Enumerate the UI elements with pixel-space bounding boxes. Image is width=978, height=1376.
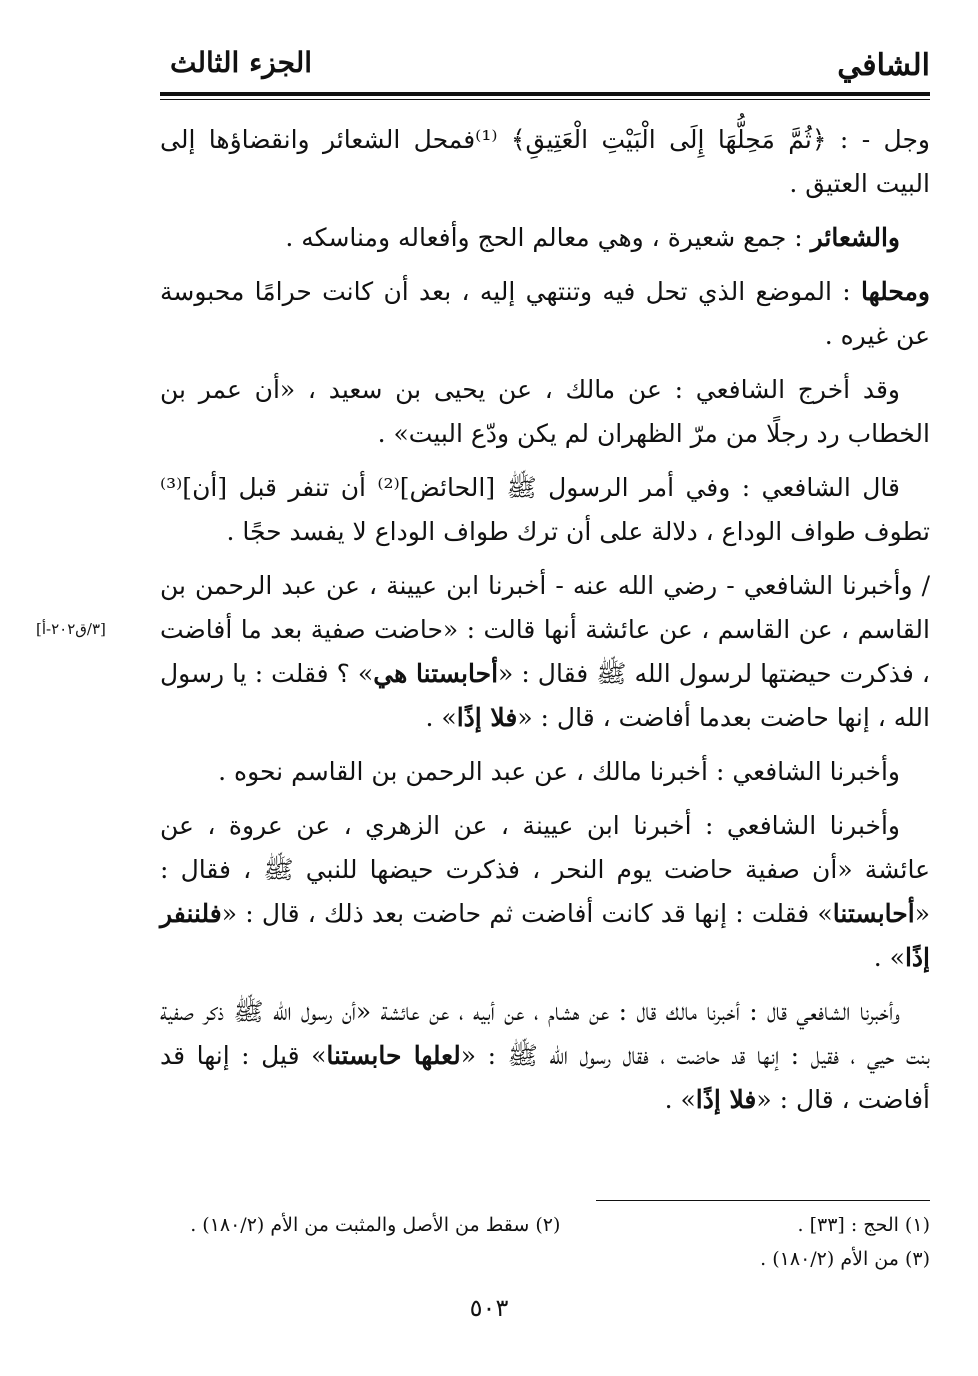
p6-part-a: / وأخبرنا الشافعي - رضي الله عنه - أخبرنا ابن عيينة ، عن عبد الرحمن بن القاسم ، عن القاسم ، عن عائشة أنها قالت : «حاضت صفية بعد ما أفاضت ، فذكرت حيضتها لرسول الله ﷺ فقال : « xyxy=(160,571,930,688)
footnote-1: (١) الحج : [٣٣] . xyxy=(797,1214,930,1236)
paragraph-9 xyxy=(160,990,930,1122)
term-shaair: والشعائر xyxy=(810,223,900,252)
p6-quote-1: أحابستنا هي xyxy=(373,659,499,688)
paragraph-4: وقد أخرج الشافعي : عن مالك ، عن يحيى بن سعيد ، «أن عمر بن الخطاب رد رجلًا من مرّ الظهران لم يكن ودّع البيت» . xyxy=(160,375,930,448)
p9-part-c: » قيل : إنها قد أفاضت ، قال : « xyxy=(160,1041,930,1114)
footnote-row-1 xyxy=(160,1208,930,1242)
p8-part-c: » فقلت : إنها قد كانت أفاضت ثم حاضت بعد ذلك ، قال : « xyxy=(221,899,833,928)
p6-quote-2: فلا إذًا xyxy=(456,703,518,732)
paragraph-1: وجل - : ﴿ثُمَّ مَحِلُّهَا إِلَى الْبَيْتِ الْعَتِيقِ﴾ ⁽¹⁾فمحل الشعائر وانقضاؤها إلى البيت العتيق . xyxy=(160,125,931,198)
p8-part-e: » . xyxy=(873,943,905,972)
footnotes xyxy=(160,1208,930,1276)
p8-part-a: وأخبرنا الشافعي : أخبرنا ابن عيينة ، عن الزهري ، عن عروة ، عن عائشة «أن صفية حاضت يوم النحر ، فذكرت حيضها للنبي ﷺ ، فقال : « xyxy=(160,811,930,928)
main-text xyxy=(160,118,930,1132)
page-number: ٥٠٣ xyxy=(469,1294,509,1322)
header-rule-thick xyxy=(160,92,930,96)
p6-part-e: » . xyxy=(425,703,457,732)
p6-part-c: » ؟ فقلت : يا رسول الله ، إنها حاضت بعدما أفاضت ، قال : « xyxy=(160,659,930,732)
manuscript-reference: [٣/ق٢٠٢-أ] xyxy=(36,620,106,638)
footnote-2: (٢) سقط من الأصل والمثبت من الأم (١٨٠/٢) . xyxy=(190,1214,561,1236)
paragraph-5: قال الشافعي : وفي أمر الرسول ﷺ [الحائض]⁽²⁾ أن تنفر قبل [أن]⁽³⁾ تطوف طواف الوداع ، دلالة على أن ترك طواف الوداع لا يفسد حجًا . xyxy=(160,473,930,546)
p9-part-e: » . xyxy=(664,1085,696,1114)
paragraph-3 xyxy=(160,270,930,358)
p9-part-a: وأخبرنا الشافعي قال : أخبرنا مالك قال : عن هشام ، عن أبيه ، عن عائشة «أن رسول الله ﷺ ذكر صفية بنت حيي ، فقيل : إنها قد حاضت ، فقال رسول الله ﷺ : « xyxy=(160,997,930,1070)
p9-quote-2: فلا إذًا xyxy=(695,1085,757,1114)
term-mahilluha: ومحلها xyxy=(860,277,930,306)
header-rule-thin xyxy=(160,99,930,100)
book-title: الشافي xyxy=(837,48,930,83)
paragraph-2 xyxy=(160,216,930,260)
p8-quote-1: أحابستنا xyxy=(832,899,915,928)
paragraph-8 xyxy=(160,804,930,980)
p8-quote-2: فلننفر إذًا xyxy=(160,899,930,972)
footnote-separator xyxy=(596,1200,930,1201)
p9-quote-1: لعلها حابستنا xyxy=(326,1041,461,1070)
paragraph-7: وأخبرنا الشافعي : أخبرنا مالك ، عن عبد الرحمن بن القاسم نحوه . xyxy=(218,757,900,786)
volume-label: الجزء الثالث xyxy=(170,46,313,79)
definition-mahilluha: : الموضع الذي تحل فيه وتنتهي إليه ، بعد أن كانت حرامًا محبوسة عن غيره . xyxy=(160,277,930,350)
footnote-3: (٣) من الأم (١٨٠/٢) . xyxy=(760,1248,930,1270)
paragraph-6 xyxy=(160,564,930,740)
definition-shaair: : جمع شعيرة ، وهي معالم الحج وأفعاله ومناسكه . xyxy=(285,223,811,252)
running-header xyxy=(160,40,930,92)
